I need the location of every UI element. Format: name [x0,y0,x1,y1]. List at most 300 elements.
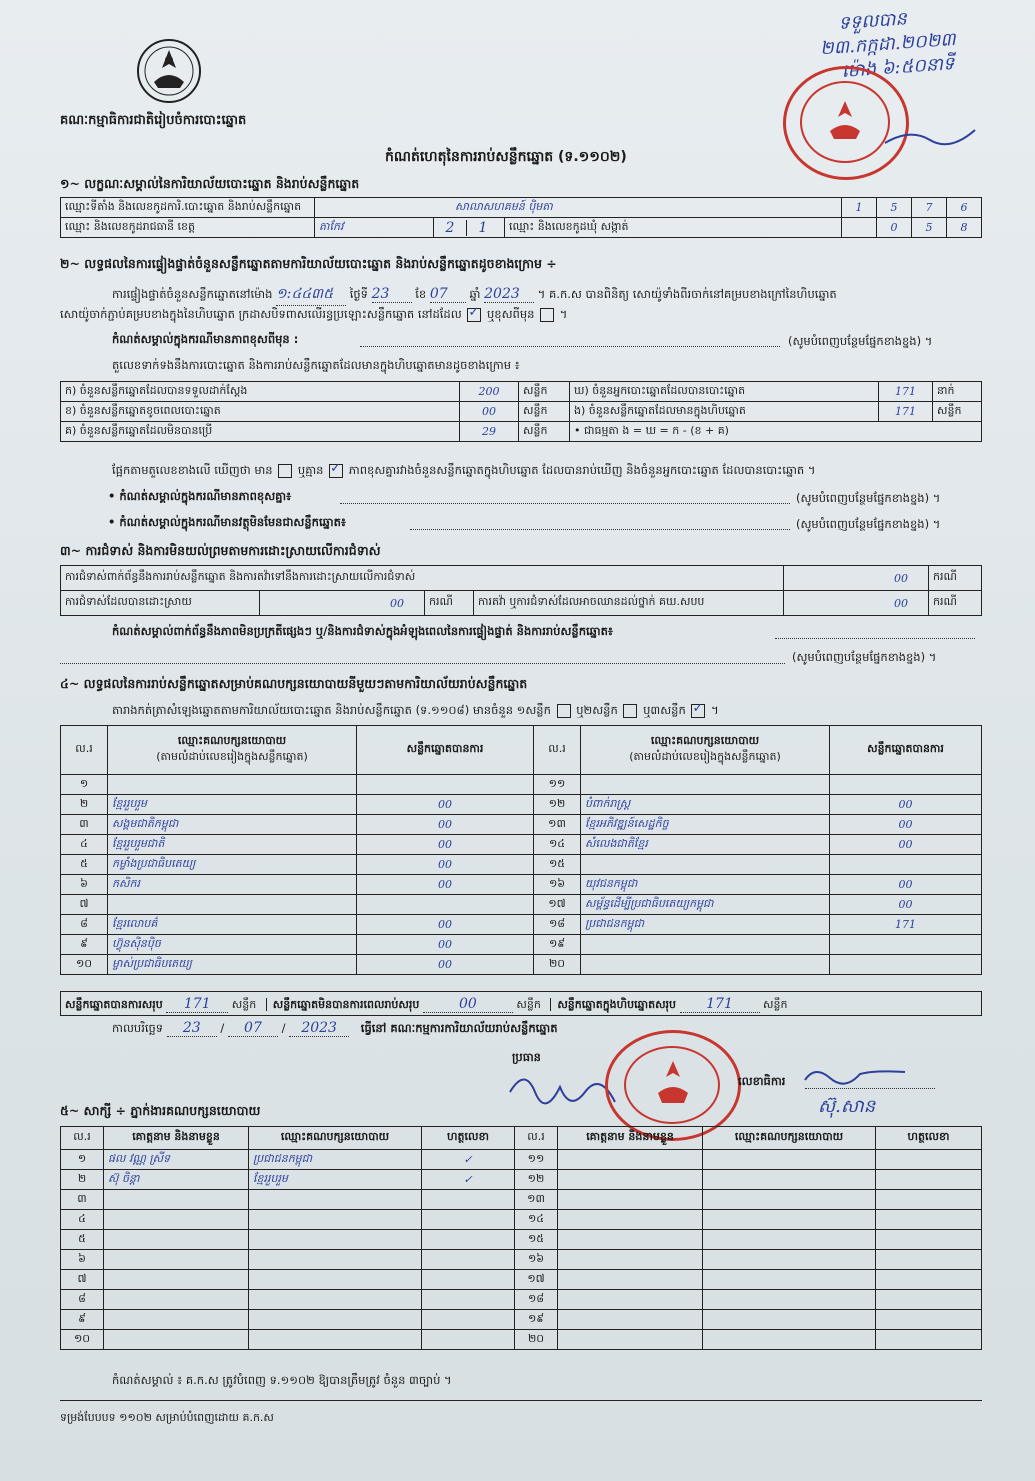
date-year: 2023 [289,1020,349,1037]
witness-name [104,1210,249,1230]
results-totals-row [60,991,982,1016]
commune-code-3: 8 [947,218,982,238]
objection-label: ការជំទាស់ពាក់ព័ន្ធនឹងការរាប់សន្លឹកឆ្នោត និងការតវ៉ាទៅនឹងការដោះស្រាយលើការជំទាស់ [61,566,784,591]
summary-left-unit: សន្លឹក [519,382,570,402]
party-name: សម្ព័ន្ធដើម្បីប្រជាធិបតេយ្យកម្ពុជា [581,895,830,915]
witness-no: ៣ [61,1190,104,1210]
witness-name [558,1270,703,1290]
witness-signature [422,1250,515,1270]
total-valid-label: សន្លឹកឆ្នោតបានការសរុប [65,998,163,1011]
summary-left-unit: សន្លឹក [519,402,570,422]
summary-left-label: គ) ចំនួនសន្លឹកឆ្នោតដែលមិនបានប្រើ [61,422,460,442]
summary-right-unit: នាក់ [933,382,982,402]
party-name [108,775,357,795]
unchanged-checkbox[interactable] [467,308,481,322]
party-votes: 00 [357,955,534,975]
witness-signature [422,1230,515,1250]
party-no: ១៧ [534,895,581,915]
province-code-1: 2 [434,220,467,236]
witness-signature [876,1150,982,1170]
witness-no: ១៥ [515,1230,558,1250]
witness-name [104,1270,249,1290]
party-name: ខ្មែរអភិវឌ្ឍន៍សេដ្ឋកិច្ច [581,815,830,835]
witness-no: ១២ [515,1170,558,1190]
party-votes: 00 [357,915,534,935]
witness-signature: ✓ [422,1150,515,1170]
witness-no: ១៨ [515,1290,558,1310]
party-votes: 00 [830,875,982,895]
witness-no: ៩ [61,1310,104,1330]
summary-left-value: 00 [460,402,519,422]
witness-party [249,1290,422,1310]
total-invalid-label: សន្លឹកឆ្នោតមិនបានការពេលរាប់សរុប [266,998,420,1011]
irregularity-hint: (សូមបំពេញបន្ថែមផ្នែកខាងខ្នង) ។ [792,650,937,664]
witness-party [703,1250,876,1270]
resolved-label: ការជំទាស់ដែលបានដោះស្រាយ [61,591,260,616]
party-no: ១៥ [534,855,581,875]
party-votes: 00 [830,895,982,915]
witness-no: ៦ [61,1250,104,1270]
party-votes [830,855,982,875]
verify-year-value: 2023 [484,286,534,303]
location-code-2: 5 [877,198,912,218]
witness-no: ១៣ [515,1190,558,1210]
witness-name [558,1210,703,1230]
summary-left-value: 200 [460,382,519,402]
witness-signature [876,1190,982,1210]
party-votes: 00 [357,835,534,855]
witness-signature [876,1250,982,1270]
difference-note-hint: (សូមបំពេញបន្ថែមផ្នែកខាងខ្នង) ។ [788,334,933,348]
date-line: កាលបរិច្ឆេទ 23 / 07 / 2023 ធ្វើនៅ គណៈកម្មការការិយាល័យរាប់សន្លឹកឆ្នោត [112,1020,558,1036]
bullet2-line [410,529,790,530]
irregularity-note: កំណត់សម្គាល់ពាក់ព័ន្ធនឹងភាពមិនប្រក្រតីផ្សេងៗ ឬ/និងការជំទាស់ក្នុងអំឡុងពេលនៃការផ្ទៀងផ្ទាត់ និងការរាប់សន្លឹកឆ្នោត៖ [112,624,613,638]
changed-checkbox[interactable] [540,308,554,322]
witness-signature [422,1270,515,1290]
results-row [61,955,982,975]
date-label: កាលបរិច្ឆេទ [112,1021,164,1035]
objection-unit: ករណី [929,566,982,591]
party-votes [830,935,982,955]
party-no: ១៨ [534,915,581,935]
results-row [61,775,982,795]
two-sheet-label: ឬ២សន្លឹក [576,703,618,717]
witness-signature [422,1310,515,1330]
party-name: សង្គមជាតិកម្ពុជា [108,815,357,835]
witness-signature [422,1190,515,1210]
witness-no: ១០ [61,1330,104,1350]
party-name: ម្ចាស់ប្រជាធិបតេយ្យ [108,955,357,975]
commune-code-2: 5 [912,218,947,238]
changed-label: ឬខុសពីមុន [486,307,535,321]
objection-row-1 [61,566,982,591]
results-header-row [61,726,982,775]
summary-right-value: 171 [879,402,933,422]
party-name [581,955,830,975]
witness-party [249,1310,422,1330]
party-votes: 00 [830,795,982,815]
party-no: ៥ [61,855,108,875]
witness-signature: ✓ [422,1170,515,1190]
w-col-sign-left: ហត្ថលេខា [422,1127,515,1150]
summary-row-c [61,422,982,442]
witness-party [703,1270,876,1290]
party-no: ១១ [534,775,581,795]
difference-note-label: កំណត់សម្គាល់ក្នុងករណីមានភាពខុសពីមុន : [112,332,299,346]
party-votes: 00 [357,815,534,835]
witness-row [61,1250,982,1270]
party-name: ខ្មែរលោបគ៌ [108,915,357,935]
party-no: ៦ [61,875,108,895]
witness-name [104,1310,249,1330]
col-party-left-title: ឈ្មោះគណបក្សនយោបាយ [177,734,287,747]
two-sheet-checkbox[interactable] [623,704,637,718]
total-valid-value: 171 [166,996,228,1013]
party-votes [357,775,534,795]
three-sheet-checkbox[interactable] [691,704,705,718]
section1-heading: ១~ លក្ខណៈសម្គាល់នៃការិយាល័យបោះឆ្នោត និងរាប់សន្លឹកឆ្នោត [60,176,360,191]
results-row [61,875,982,895]
w-col-no-left: ល.រ [61,1127,104,1150]
bullet-foreign-object-note: • កំណត់សម្គាល់ក្នុងករណីមានវត្ថុមិនមែនជាសន្លឹកឆ្នោត៖ [108,515,346,529]
stamp-emblem-icon [820,97,870,145]
witness-signature [876,1270,982,1290]
summary-left-value: 29 [460,422,519,442]
witness-party [703,1290,876,1310]
witness-signature [876,1210,982,1230]
witness-signature [422,1290,515,1310]
secretary-signature [800,1060,910,1090]
province-code [434,218,505,238]
total-box-label: សន្លឹកឆ្នោតក្នុងហិបឆ្នោតសរុប [550,998,676,1011]
party-votes: 00 [357,935,534,955]
form-title: កំណត់ហេតុនៃការរាប់សន្លឹកឆ្នោត (ទ.១១០២) [385,149,627,165]
verify-day-label: ថ្ងៃទី [349,287,368,301]
party-votes: 171 [830,915,982,935]
summary-right-label: ង) ចំនួនសន្លឹកឆ្នោតដែលមានក្នុងហិបឆ្នោត [570,402,879,422]
escalated-label: ការតវ៉ា ឬការជំទាស់ដែលអាចឈានដល់ថ្នាក់ គឃ.សបប [474,591,784,616]
party-no: ៧ [61,895,108,915]
three-sheet-label: ឬ៣សន្លឹក [643,703,686,717]
witness-no: ១១ [515,1150,558,1170]
date-day: 23 [167,1020,217,1037]
party-votes [830,775,982,795]
col-no-left: ល.រ [61,726,108,775]
witness-no: ១៤ [515,1210,558,1230]
witness-name [104,1250,249,1270]
witness-row [61,1150,982,1170]
verify-time-value: ១:៤៤៣៥ [276,284,346,306]
summary-right-value: 171 [879,382,933,402]
witness-name [558,1250,703,1270]
witness-party: ខ្មែររួបរួម [249,1170,422,1190]
nec-emblem-logo [136,38,202,104]
witness-signature [422,1210,515,1230]
compare-text: ភាពខុសគ្នារវាងចំនួនសន្លឹកឆ្នោតក្នុងហិបឆ្នោត ដែលបានរាប់ឃើញ និងចំនួនអ្នកបោះឆ្នោត ដែលបានបោះឆ្នោត ។ [348,463,816,477]
seal-text: សោយ៉ូចាក់ភ្ជាប់គម្របខាងក្នុងនៃហិបឆ្នោត ក្រដាសបិទពាសលើរន្ធប្រឡោះសន្លឹកឆ្នោត នៅដដែល [60,307,462,321]
witness-party [703,1210,876,1230]
party-no: ១ [61,775,108,795]
witness-header-row [61,1127,982,1150]
summary-formula: • ជាធម្មតា ង = ឃ = ក - (ខ + គ) [570,422,982,442]
witness-no: ១៧ [515,1270,558,1290]
witness-row [61,1190,982,1210]
witness-party [249,1190,422,1210]
comparison-line [112,463,815,480]
party-votes [830,955,982,975]
witness-party [703,1150,876,1170]
party-name [581,775,830,795]
witness-name: ស៊ុ ចិន្តា [104,1170,249,1190]
party-name [108,895,357,915]
w-col-name-right: គោត្តនាម និងនាមខ្លួន [558,1127,703,1150]
results-row [61,795,982,815]
witness-signature [422,1330,515,1350]
witness-party [703,1190,876,1210]
corner-signature [880,118,980,158]
summary-right-unit: សន្លឹក [933,402,982,422]
party-results-table [60,725,982,975]
witness-no: ១ [61,1150,104,1170]
stamp-emblem-icon [648,1057,698,1109]
party-no: ១៦ [534,875,581,895]
ballot-summary-table [60,381,982,442]
objection-table [60,565,982,616]
commune-label: ឈ្មោះ និងលេខកូដឃុំ សង្កាត់ [505,218,842,238]
witness-party: ប្រជាជនកម្ពុជា [249,1150,422,1170]
witness-row [61,1230,982,1250]
total-invalid-value: 00 [423,996,513,1013]
objection-value: 00 [784,566,929,591]
compare-has-label: ផ្អែកតាមតួលេខខាងលើ ឃើញថា មាន [112,463,273,477]
escalated-unit: ករណី [929,591,982,616]
escalated-value: 00 [784,591,929,616]
party-name: យុវជនកម្ពុជា [581,875,830,895]
form-footer: ទម្រង់បែបបទ ១១០២ សម្រាប់បំពេញដោយ គ.ក.ស [60,1411,274,1424]
resolved-value: 00 [260,591,425,616]
section2-heading: ២~ លទ្ធផលនៃការផ្ទៀងផ្ទាត់ចំនួនសន្លឹកឆ្នោតតាមការិយាល័យបោះឆ្នោត និងរាប់សន្លឹកឆ្នោតដូចខាងក្រោម ÷ [60,256,557,271]
bullet2-text: កំណត់សម្គាល់ក្នុងករណីមានវត្ថុមិនមែនជាសន្លឹកឆ្នោត៖ [119,515,346,529]
objection-row-2 [61,591,982,616]
witness-party [703,1310,876,1330]
witness-row [61,1170,982,1190]
witness-no: ៨ [61,1290,104,1310]
witness-name [558,1290,703,1310]
col-votes-right: សន្លឹកឆ្នោតបានការ [830,726,982,775]
resolved-unit: ករណី [425,591,474,616]
witness-party [249,1330,422,1350]
summary-row-a [61,382,982,402]
witness-signature [876,1290,982,1310]
party-name: កម្លាំងប្រជាធិបតេយ្យ [108,855,357,875]
witness-party [249,1210,422,1230]
province-code-2: 1 [478,219,488,236]
witness-name [558,1330,703,1350]
party-name: ខ្មែររួបរួម [108,795,357,815]
w-col-sign-right: ហត្ថលេខា [876,1127,982,1150]
province-value: តាកែវ [315,218,434,238]
verify-day-value: 23 [372,286,412,303]
verify-year-label: ឆ្នាំ [469,287,481,301]
witness-no: ៤ [61,1210,104,1230]
witness-row [61,1290,982,1310]
received-note-line1: ទទួលបាន [837,8,908,35]
witness-table [60,1126,982,1350]
w-col-party-left: ឈ្មោះគណបក្សនយោបាយ [249,1127,422,1150]
party-no: ១០ [61,955,108,975]
total-valid-unit: សន្លឹក [231,998,257,1011]
witness-row [61,1210,982,1230]
party-votes: 00 [357,875,534,895]
chair-signature [500,1062,620,1122]
witness-signature [876,1230,982,1250]
witness-signature [876,1330,982,1350]
location-code-3: 7 [912,198,947,218]
col-party-left-sub: (តាមលំដាប់លេខរៀងក្នុងសន្លឹកឆ្នោត) [156,750,308,763]
irregularity-line-2 [60,663,785,664]
bullet1-hint: (សូមបំពេញបន្ថែមផ្នែកខាងខ្នង) ។ [796,491,941,505]
section3-heading: ៣~ ការជំទាស់ និងការមិនយល់ព្រមតាមការដោះស្រាយលើការជំទាស់ [60,543,381,558]
party-name: ប្រជាជនកម្ពុជា [581,915,830,935]
col-party-right [581,726,830,775]
location-value: សាលាសហគមន៍ ប៉ិមតា [315,198,842,218]
tally-intro: តារាងកត់ត្រាសំឡេងឆ្នោតតាមការិយាល័យបោះឆ្នោត និងរាប់សន្លឹកឆ្នោត (ទ.១១០៨) មានចំនួន ១សន្លឹក [112,703,551,717]
w-col-no-right: ល.រ [515,1127,558,1150]
province-label: ឈ្មោះ និងលេខកូដរាជធានី ខេត្ត [61,218,315,238]
witness-name [104,1330,249,1350]
bullet2-hint: (សូមបំពេញបន្ថែមផ្នែកខាងខ្នង) ។ [796,517,941,531]
difference-note-line [360,346,780,347]
date-suffix: ធ្វើនៅ គណៈកម្មការការិយាល័យរាប់សន្លឹកឆ្នោត [360,1021,558,1035]
party-name [581,855,830,875]
w-col-name-left: គោត្តនាម និងនាមខ្លួន [104,1127,249,1150]
witness-party [703,1230,876,1250]
witness-name [558,1150,703,1170]
compare-none-label: ឬគ្មាន [297,463,324,477]
party-no: ១៤ [534,835,581,855]
received-note-line3: ម៉ោង ៦:៥០នាទី [841,53,956,82]
secretary-label: លេខាធិការ [738,1074,786,1088]
col-party-left [108,726,357,775]
party-votes: 00 [830,815,982,835]
witness-party [703,1330,876,1350]
secretary-name: ស៊ុ.សាន [818,1096,876,1117]
witness-party [703,1170,876,1190]
col-party-right-sub: (តាមលំដាប់លេខរៀងក្នុងសន្លឹកឆ្នោត) [629,750,781,763]
party-name: បំពាក់រាស្ត្រ [581,795,830,815]
party-votes [357,895,534,915]
party-name: ហ៊្វុនស៊ិនប៉ិច [108,935,357,955]
verify-time-label: ការផ្ទៀងផ្ទាត់ចំនួនសន្លឹកឆ្នោតនៅម៉ោង [112,287,273,301]
total-invalid-unit: សន្លឹក [516,998,541,1011]
party-no: ២ [61,795,108,815]
party-no: ១២ [534,795,581,815]
witness-name [558,1310,703,1330]
results-row [61,915,982,935]
section5-heading: ៥~ សាក្សី ÷ ភ្នាក់ងារគណបក្សនយោបាយ [60,1103,261,1118]
location-code-4: 6 [947,198,982,218]
witness-no: ២ [61,1170,104,1190]
party-no: ៣ [61,815,108,835]
witness-name [104,1230,249,1250]
received-note-line2: ២៣.កក្កដា.២០២៣ [819,28,957,60]
commune-code-1: 0 [877,218,912,238]
verification-paragraph [112,284,837,306]
witness-name [104,1290,249,1310]
no-difference-checkbox[interactable] [329,464,343,478]
summary-intro: តួលេខទាក់ទងនឹងការបោះឆ្នោត និងការរាប់សន្លឹកឆ្នោតដែលមានក្នុងហិបឆ្នោតមានដូចខាងក្រោម ៖ [112,358,520,372]
party-no: ៨ [61,915,108,935]
party-name: កសិករ [108,875,357,895]
party-no: ២០ [534,955,581,975]
party-no: ១៩ [534,935,581,955]
witness-row [61,1330,982,1350]
witness-name [558,1230,703,1250]
party-no: ១៣ [534,815,581,835]
witness-no: ៥ [61,1230,104,1250]
witness-party [249,1250,422,1270]
witness-name [558,1190,703,1210]
location-code-1: 1 [842,198,877,218]
irregularity-line-1 [775,638,975,639]
bullet1-text: កំណត់សម្គាល់ក្នុងករណីមានភាពខុសគ្នា៖ [119,489,292,503]
verify-month-value: 07 [430,286,466,303]
party-name [581,935,830,955]
total-box-unit: សន្លឹក [763,998,788,1011]
summary-right-label: ឃ) ចំនួនអ្នកបោះឆ្នោតដែលបានបោះឆ្នោត [570,382,879,402]
party-votes: 00 [357,855,534,875]
party-name: សំលេងជាតិខ្មែរ [581,835,830,855]
location-label: ឈ្មោះទីតាំង និងលេខកូដការិ.បោះឆ្នោត និងរាប់សន្លឹកឆ្នោត [61,198,315,218]
w-col-party-right: ឈ្មោះគណបក្សនយោបាយ [703,1127,876,1150]
committee-name: គណៈកម្មាធិការជាតិរៀបចំការបោះឆ្នោត [60,113,247,128]
section1-table [60,197,982,238]
results-row [61,895,982,915]
party-no: ៤ [61,835,108,855]
verify-text-tail: ។ គ.ក.ស បានពិនិត្យ សោយ៉ូទាំងពីរចាក់នៅគម្របខាងក្រៅនៃហិបឆ្នោត [537,287,837,301]
party-no: ៩ [61,935,108,955]
summary-left-unit: សន្លឹក [519,422,570,442]
witness-name: ផល វណ្ណ ស្រីទ [104,1150,249,1170]
col-no-right: ល.រ [534,726,581,775]
witness-no: ៧ [61,1270,104,1290]
summary-row-b [61,402,982,422]
one-sheet-checkbox[interactable] [557,704,571,718]
col-party-right-title: ឈ្មោះគណបក្សនយោបាយ [650,734,760,747]
witness-name [104,1190,249,1210]
party-votes: 00 [830,835,982,855]
date-month: 07 [228,1020,278,1037]
results-row [61,935,982,955]
seal-paragraph: សោយ៉ូចាក់ភ្ជាប់គម្របខាងក្នុងនៃហិបឆ្នោត ក្រដាសបិទពាសលើរន្ធប្រឡោះសន្លឹកឆ្នោត នៅដដែល ✓ ឬខុសពីមុន ។ [60,307,567,324]
summary-left-label: ក) ចំនួនសន្លឹកឆ្នោតដែលបានទទួលដាក់ស្តែង [61,382,460,402]
bullet1-line [340,503,790,504]
official-stamp-bottom [605,1030,741,1141]
verify-month-label: ខែ [415,287,427,301]
witness-footnote: កំណត់សម្គាល់ ៖ គ.ក.ស ត្រូវបំពេញ ទ.១១០២ ឱ្យបានត្រឹមត្រូវ ចំនួន ៣ច្បាប់ ។ [112,1373,452,1387]
witness-signature [876,1170,982,1190]
witness-no: ១៩ [515,1310,558,1330]
chair-label: ប្រធាន [512,1050,541,1064]
footer-divider [60,1400,982,1401]
total-box-value: 171 [680,996,760,1013]
witness-row [61,1270,982,1290]
party-name: ខ្មែររួបរួមជាតិ [108,835,357,855]
has-difference-checkbox[interactable] [278,464,292,478]
witness-party [249,1230,422,1250]
party-votes: 00 [357,795,534,815]
results-row [61,855,982,875]
